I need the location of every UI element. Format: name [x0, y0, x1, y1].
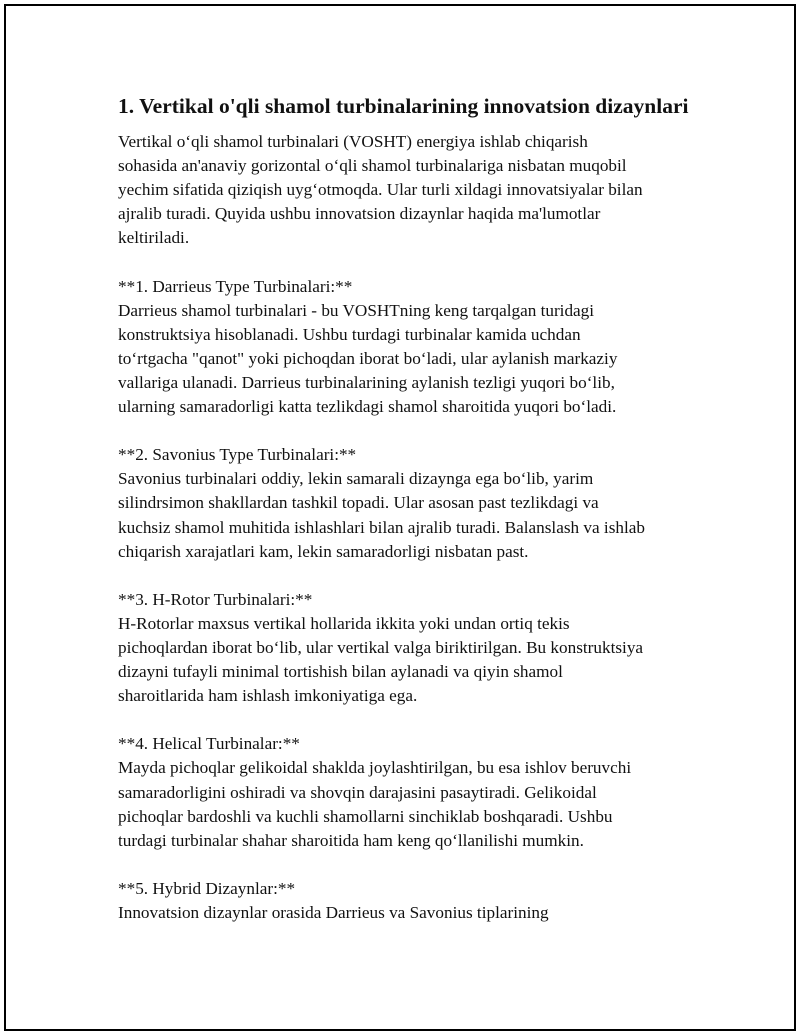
text-line: dizayni tufayli minimal tortishish bilan aylanadi va qiyin shamol	[118, 662, 563, 682]
text-line: to‘rtgacha "qanot" yoki pichoqdan iborat bo‘ladi, ular aylanish markaziy	[118, 348, 618, 368]
text-line: vallariga ulanadi. Darrieus turbinalarining aylanish tezligi yuqori bo‘lib,	[118, 372, 615, 392]
text-line: sohasida an'anaviy gorizontal o‘qli shamol turbinalariga nisbatan muqobil	[118, 156, 627, 176]
paragraph-darrieus	[118, 275, 718, 420]
paragraph-hybrid	[118, 877, 718, 925]
paragraph-intro	[118, 130, 718, 250]
text-line: keltiriladi.	[118, 228, 190, 248]
text-line: Darrieus shamol turbinalari - bu VOSHTning keng tarqalgan turidagi	[118, 300, 595, 320]
text-line: Vertikal o‘qli shamol turbinalari (VOSHT) energiya ishlab chiqarish	[118, 132, 588, 151]
text-line: kuchsiz shamol muhitida ishlashlari bilan ajralib turadi. Balanslash va ishlab	[118, 517, 645, 537]
text-line: pichoqlardan iborat bo‘lib, ular vertikal valga biriktirilgan. Bu konstruktsiya	[118, 637, 644, 657]
text-line: Mayda pichoqlar gelikoidal shaklda joylashtirilgan, bu esa ishlov beruvchi	[118, 758, 632, 778]
text-line: Innovatsion dizaynlar orasida Darrieus va Savonius tiplarining	[118, 903, 549, 922]
document-body	[118, 92, 718, 949]
text-line: sharoitlarida ham ishlash imkoniyatiga ega.	[118, 686, 418, 706]
text-line: konstruktsiya hisoblanadi. Ushbu turdagi turbinalar kamida uchdan	[118, 324, 581, 344]
section-heading: **4. Helical Turbinalar:**	[118, 734, 300, 754]
text-line: pichoqlar bardoshli va kuchli shamollarni sinchiklab boshqaradi. Ushbu	[118, 806, 613, 826]
text-line: H-Rotorlar maxsus vertikal hollarida ikkita yoki undan ortiq tekis	[118, 613, 570, 633]
text-line: Savonius turbinalari oddiy, lekin samarali dizaynga ega bo‘lib, yarim	[118, 469, 594, 489]
section-heading: **1. Darrieus Type Turbinalari:**	[118, 276, 353, 296]
section-heading: **2. Savonius Type Turbinalari:**	[118, 445, 357, 465]
paragraph-savonius	[118, 443, 718, 563]
paragraph-h-rotor	[118, 588, 718, 708]
text-line: silindrsimon shakllardan tashkil topadi. Ular asosan past tezlikdagi va	[118, 493, 599, 513]
text-line: yechim sifatida qiziqish uyg‘otmoqda. Ular turli xildagi innovatsiyalar bilan	[118, 180, 643, 200]
text-line: samaradorligini oshiradi va shovqin darajasini pasaytiradi. Gelikoidal	[118, 782, 597, 802]
section-heading: **5. Hybrid Dizaynlar:**	[118, 878, 296, 898]
document-title: 1. Vertikal o'qli shamol turbinalarining innovatsion dizaynlari	[118, 94, 689, 118]
text-line: ularning samaradorligi katta tezlikdagi shamol sharoitida yuqori bo‘ladi.	[118, 397, 617, 417]
text-line: turdagi turbinalar shahar sharoitida ham keng qo‘llanilishi mumkin.	[118, 830, 584, 850]
section-heading: **3. H-Rotor Turbinalari:**	[118, 589, 313, 609]
paragraph-helical	[118, 732, 718, 852]
text-line: ajralib turadi. Quyida ushbu innovatsion dizaynlar haqida ma'lumotlar	[118, 204, 601, 224]
text-line: chiqarish xarajatlari kam, lekin samaradorligi nisbatan past.	[118, 541, 529, 561]
